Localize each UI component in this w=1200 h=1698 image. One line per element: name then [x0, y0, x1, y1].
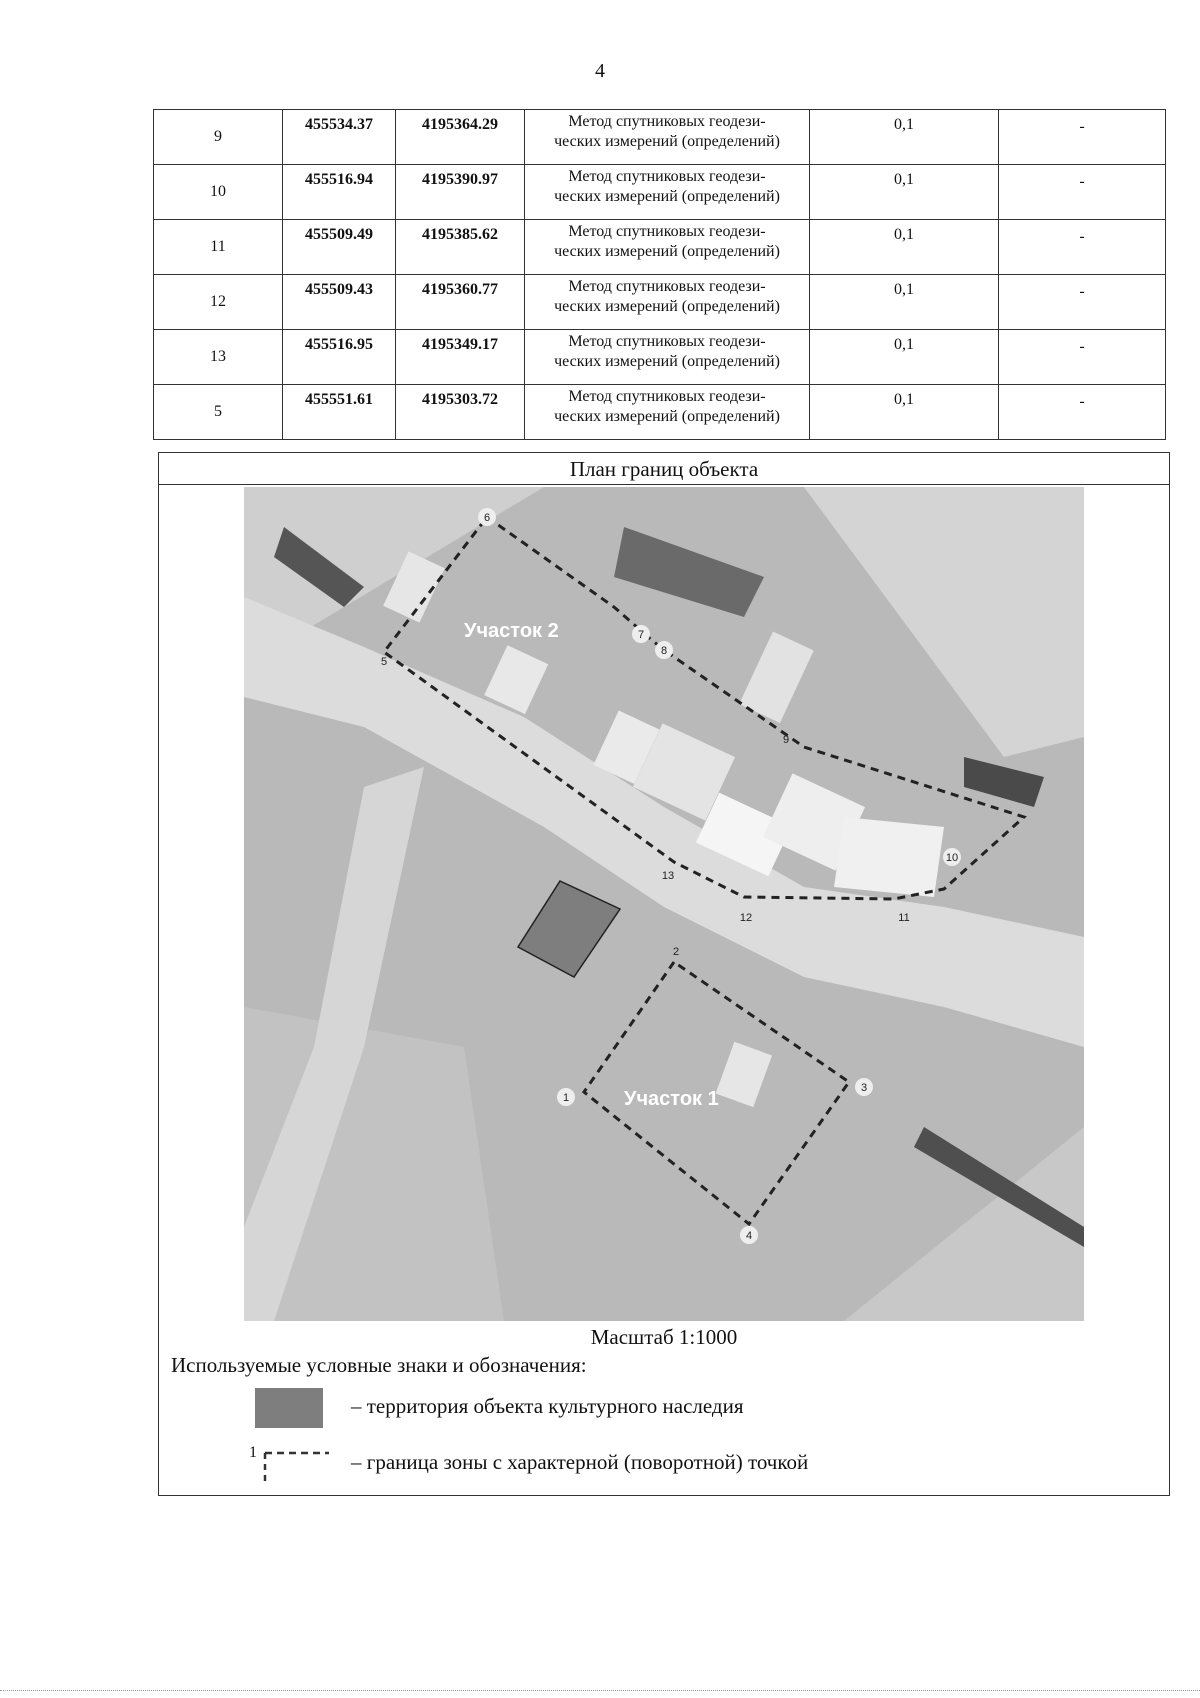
description-cell: -	[999, 165, 1166, 220]
description-cell: -	[999, 330, 1166, 385]
description-cell: -	[999, 220, 1166, 275]
method-line-2: ческих измерений (определений)	[554, 188, 780, 205]
method-line-2: ческих измерений (определений)	[554, 353, 780, 370]
method-line-2: ческих измерений (определений)	[554, 408, 780, 425]
point-label: 4	[745, 1230, 753, 1242]
accuracy-cell: 0,1	[810, 220, 999, 275]
y-coordinate-cell: 4195349.17	[396, 330, 525, 385]
parcel2-label: Участок 2	[464, 620, 559, 642]
point-label: 9	[782, 734, 790, 746]
point-label: 3	[860, 1082, 868, 1094]
description-cell: -	[999, 385, 1166, 440]
accuracy-cell: 0,1	[810, 165, 999, 220]
method-cell	[525, 165, 810, 220]
footer-rule	[0, 1690, 1200, 1691]
method-line-1: Метод спутниковых геодези-	[568, 278, 766, 295]
point-cell: 12	[154, 275, 283, 330]
point-label: 5	[380, 656, 388, 668]
legend-title: Используемые условные знаки и обозначения:	[171, 1353, 587, 1377]
point-cell: 9	[154, 110, 283, 165]
table-row	[154, 110, 1166, 165]
y-coordinate-cell: 4195303.72	[396, 385, 525, 440]
method-line-2: ческих измерений (определений)	[554, 298, 780, 315]
x-coordinate-cell: 455509.43	[283, 275, 396, 330]
plan-title: План границ объекта	[159, 453, 1169, 485]
method-line-1: Метод спутниковых геодези-	[568, 168, 766, 185]
y-coordinate-cell: 4195385.62	[396, 220, 525, 275]
point-label: 11	[898, 912, 910, 924]
method-cell	[525, 330, 810, 385]
point-label: 12	[739, 912, 753, 924]
page-number: 4	[595, 60, 605, 82]
method-line-1: Метод спутниковых геодези-	[568, 388, 766, 405]
y-coordinate-cell: 4195364.29	[396, 110, 525, 165]
accuracy-cell: 0,1	[810, 385, 999, 440]
point-cell: 11	[154, 220, 283, 275]
point-label: 2	[672, 946, 680, 958]
point-cell: 13	[154, 330, 283, 385]
method-line-1: Метод спутниковых геодези-	[568, 333, 766, 350]
method-line-1: Метод спутниковых геодези-	[568, 113, 766, 130]
table-row	[154, 275, 1166, 330]
x-coordinate-cell: 455509.49	[283, 220, 396, 275]
accuracy-cell: 0,1	[810, 110, 999, 165]
boundary-map	[244, 487, 1084, 1321]
map-scale: Масштаб 1:1000	[590, 1325, 738, 1349]
point-label: 8	[660, 645, 668, 657]
method-cell	[525, 220, 810, 275]
point-label: 7	[637, 629, 645, 641]
point-label: 6	[483, 512, 491, 524]
plan-frame	[158, 452, 1170, 1496]
x-coordinate-cell: 455516.95	[283, 330, 396, 385]
x-coordinate-cell: 455516.94	[283, 165, 396, 220]
point-cell: 10	[154, 165, 283, 220]
table-row	[154, 330, 1166, 385]
method-cell	[525, 110, 810, 165]
point-label: 13	[661, 870, 675, 882]
y-coordinate-cell: 4195360.77	[396, 275, 525, 330]
x-coordinate-cell: 455534.37	[283, 110, 396, 165]
point-label: 10	[945, 852, 959, 864]
method-cell	[525, 275, 810, 330]
parcel1-label: Участок 1	[624, 1088, 719, 1110]
legend-boundary-text: – граница зоны с характерной (поворотной) точкой	[351, 1450, 809, 1474]
description-cell: -	[999, 110, 1166, 165]
table-row	[154, 385, 1166, 440]
accuracy-cell: 0,1	[810, 275, 999, 330]
method-cell	[525, 385, 810, 440]
method-line-2: ческих измерений (определений)	[554, 133, 780, 150]
heritage-swatch	[255, 1388, 323, 1428]
accuracy-cell: 0,1	[810, 330, 999, 385]
table-row	[154, 220, 1166, 275]
method-line-1: Метод спутниковых геодези-	[568, 223, 766, 240]
coordinates-table	[153, 109, 1166, 440]
boundary-icon-label: 1	[249, 1444, 257, 1461]
point-cell: 5	[154, 385, 283, 440]
legend-heritage-text: – территория объекта культурного наследия	[351, 1394, 744, 1418]
y-coordinate-cell: 4195390.97	[396, 165, 525, 220]
yard	[834, 817, 944, 897]
method-line-2: ческих измерений (определений)	[554, 243, 780, 260]
description-cell: -	[999, 275, 1166, 330]
point-label: 1	[562, 1092, 570, 1104]
boundary-line-icon	[247, 1441, 331, 1485]
table-row	[154, 165, 1166, 220]
x-coordinate-cell: 455551.61	[283, 385, 396, 440]
